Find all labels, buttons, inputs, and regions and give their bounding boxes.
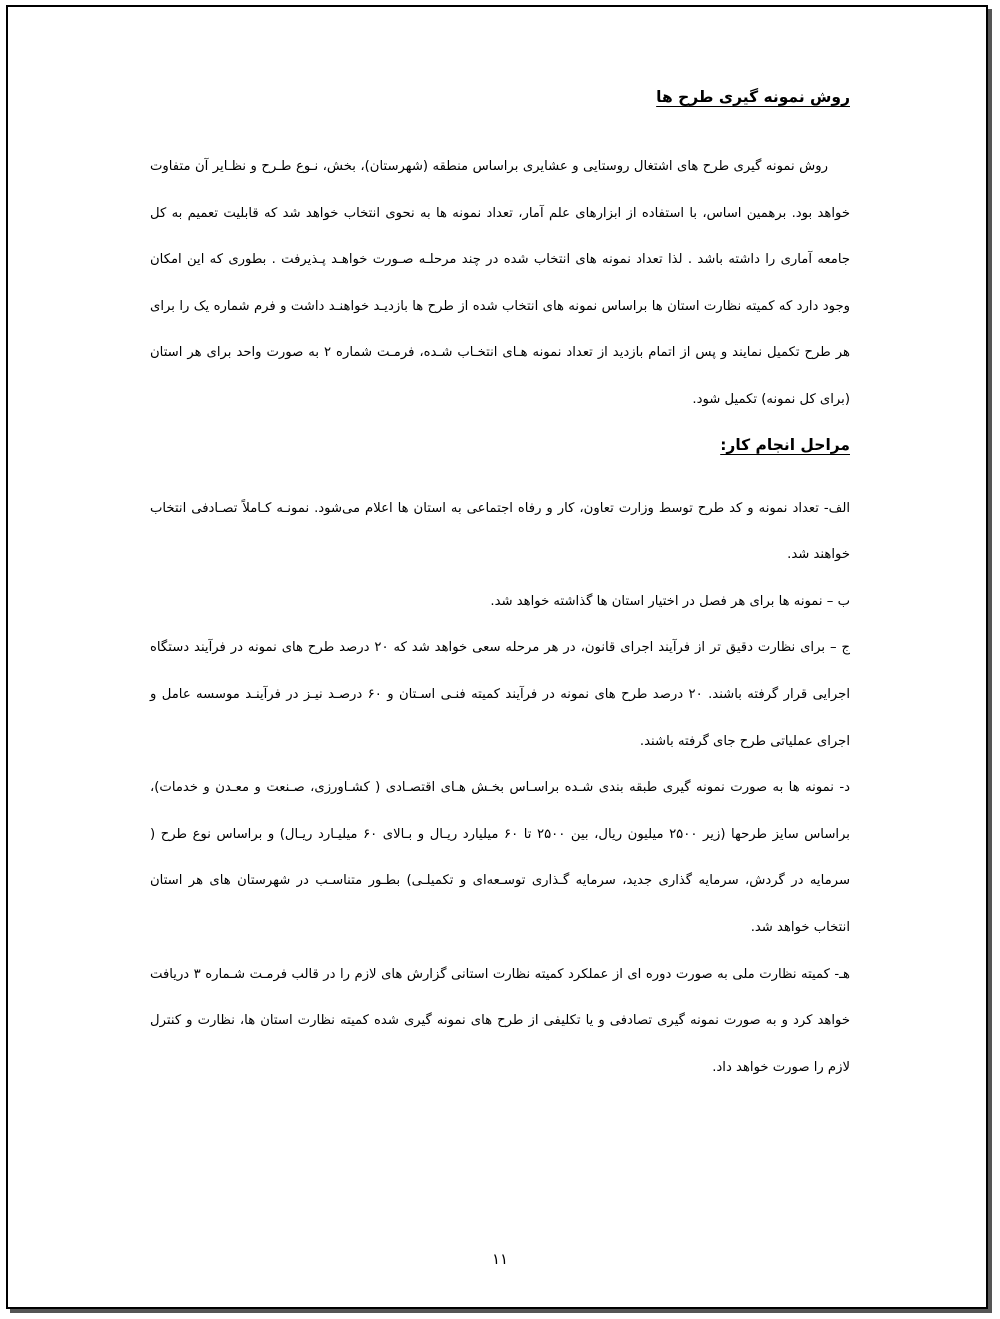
step-item-jim: ج – برای نظارت دقیق تر از فرآیند اجرای قانون، در هر مرحله سعی خواهد شد که ۲۰ درصد طرح های نمونه در فرآیند دستگاه اجرایی قرار گرفته باشند. ۲۰ درصد طرح های نمونه در فرآیند کمیته فنـی اسـتان و ۶۰ درصـد نیـز در فرآینـد موسسه عامل و اجرای عملیاتی طرح جای گرفته باشند.	[150, 640, 850, 749]
section-title-sampling-method: روش نمونه گیری طرح ها	[656, 88, 850, 106]
document-body	[150, 88, 850, 1091]
step-item-alef: الف- تعداد نمونه و کد طرح توسط وزارت تعاون، کار و رفاه اجتماعی به استان ها اعلام می‌شود. نمونـه کـاملاً تصـادفی انتخاب خواهند شد.	[150, 500, 850, 563]
sampling-method-paragraph: روش نمونه گیری طرح های اشتغال روستایی و عشایری براساس منطقه (شهرستان)، بخش، نـوع طـرح و نظـایر آن متفاوت خواهد بود. برهمین اساس، با استفاده از ابزارهای علم آمار، تعداد نمونه ها به نحوی انتخاب خواهد شد که قابلیت تعمیم به کل جامعه آماری را داشته باشد . لذا تعداد نمونه های انتخاب شده در چند مرحلـه صـورت خواهـد پـذیرفت . بطوری که این امکان وجود دارد که کمیته نظارت استان ها براساس نمونه های انتخاب شده از طرح ها بازدیـد خواهنـد داشت و فرم شماره یک را برای هر طرح تکمیل نمایند و پس از اتمام بازدید از تعداد نمونه هـای انتخـاب شـده، فرمـت شماره ۲ به صورت واحد برای هر استان (برای کل نمونه) تکمیل شود.	[150, 159, 850, 407]
step-item-dal: د- نمونه ها به صورت نمونه گیری طبقه بندی شـده براسـاس بخـش هـای اقتصـادی ( کشـاورزی، صـنعت و معـدن و خدمات)، براساس سایز طرحها (زیر ۲۵۰۰ میلیون ریال، بین ۲۵۰۰ تا ۶۰ میلیارد ریـال و بـالای ۶۰ میلیـارد ریـال) و براساس نوع طرح ( سرمایه در گردش، سرمایه گذاری جدید، سرمایه گـذاری توسـعه‌ای و تکمیلـی) بطـور متناسـب در شهرستان های هر استان انتخاب خواهد شد.	[150, 780, 850, 935]
step-item-he: هـ- کمیته نظارت ملی به صورت دوره ای از عملکرد کمیته نظارت استانی گزارش های لازم را در قالب فرمـت شـماره ۳ دریافت خواهد کرد و به صورت نمونه گیری تصادفی و یا تکلیفی از طرح های نمونه گیری شده کمیته نظارت استان ها، نظارت و کنترل لازم را صورت خواهد داد.	[150, 966, 851, 1075]
step-item-be: ب – نمونه ها برای هر فصل در اختیار استان ها گذاشته خواهد شد.	[490, 593, 850, 609]
section-title-work-steps: مراحل انجام کار:	[720, 435, 850, 454]
page-number: ۱۱	[491, 1250, 509, 1268]
